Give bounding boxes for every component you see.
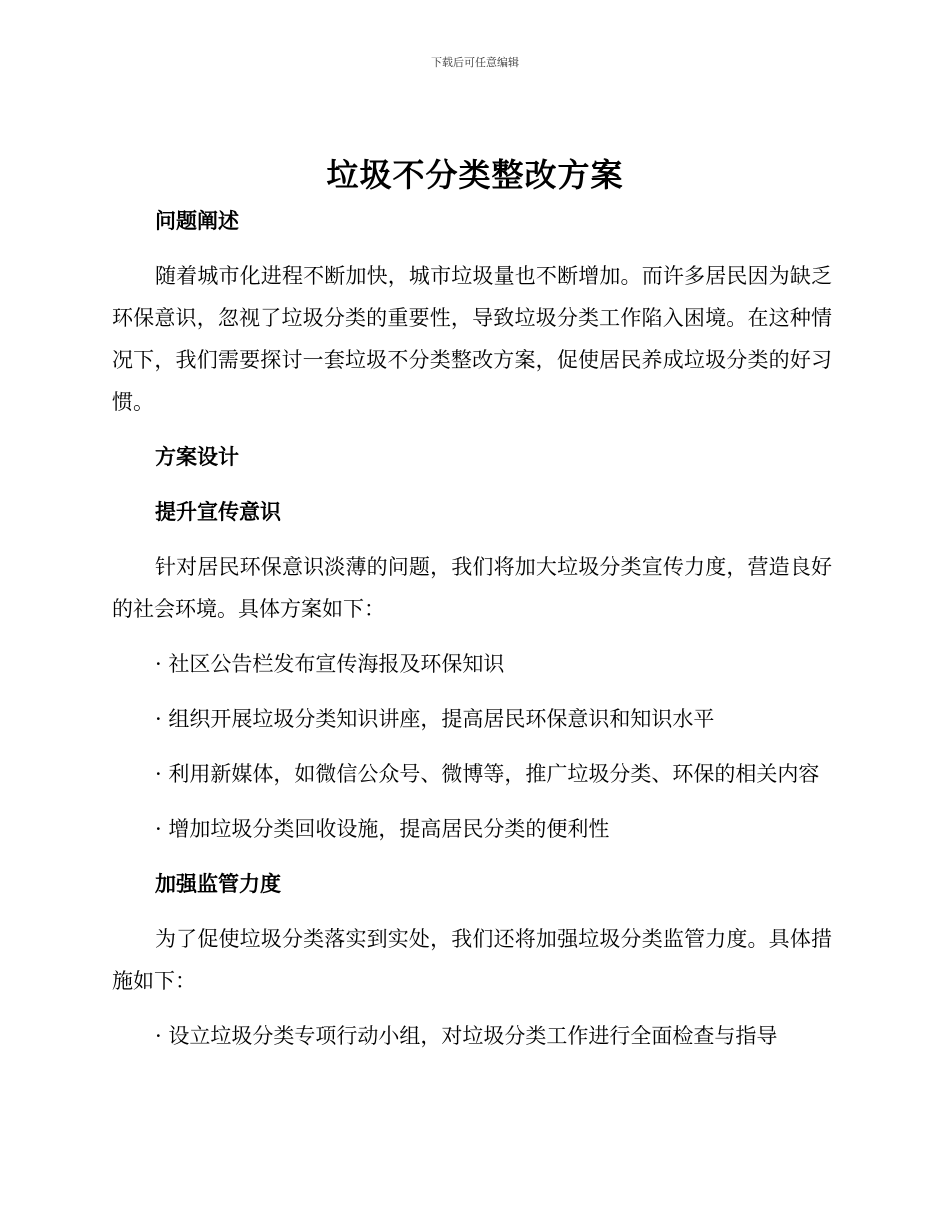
supervision-heading: 加强监管力度: [155, 872, 281, 896]
awareness-heading: 提升宣传意识: [155, 500, 281, 524]
supervision-paragraph: 为了促使垃圾分类落实到实处，我们还将加强垃圾分类监管力度。具体措施如下：: [112, 927, 832, 993]
problem-heading: 问题阐述: [155, 209, 239, 233]
list-item: · 组织开展垃圾分类知识讲座，提高居民环保意识和知识水平: [155, 707, 715, 731]
list-item: · 社区公告栏发布宣传海报及环保知识: [155, 652, 505, 676]
header-note: 下载后可任意编辑: [431, 56, 519, 69]
list-item: · 设立垃圾分类专项行动小组，对垃圾分类工作进行全面检查与指导: [155, 1024, 778, 1048]
design-heading: 方案设计: [155, 445, 239, 469]
list-item: · 增加垃圾分类回收设施，提高居民分类的便利性: [155, 817, 610, 841]
awareness-paragraph: 针对居民环保意识淡薄的问题，我们将加大垃圾分类宣传力度，营造良好的社会环境。具体方案如下：: [112, 555, 832, 621]
problem-paragraph: 随着城市化进程不断加快，城市垃圾量也不断增加。而许多居民因为缺乏环保意识，忽视了垃圾分类的重要性，导致垃圾分类工作陷入困境。在这种情况下，我们需要探讨一套垃圾不分类整改方案，促使居民养成垃圾分类的好习惯。: [112, 264, 832, 414]
list-item: · 利用新媒体，如微信公众号、微博等，推广垃圾分类、环保的相关内容: [155, 762, 820, 786]
document-body: [112, 200, 832, 1057]
document-title: 垃圾不分类整改方案: [326, 156, 624, 194]
